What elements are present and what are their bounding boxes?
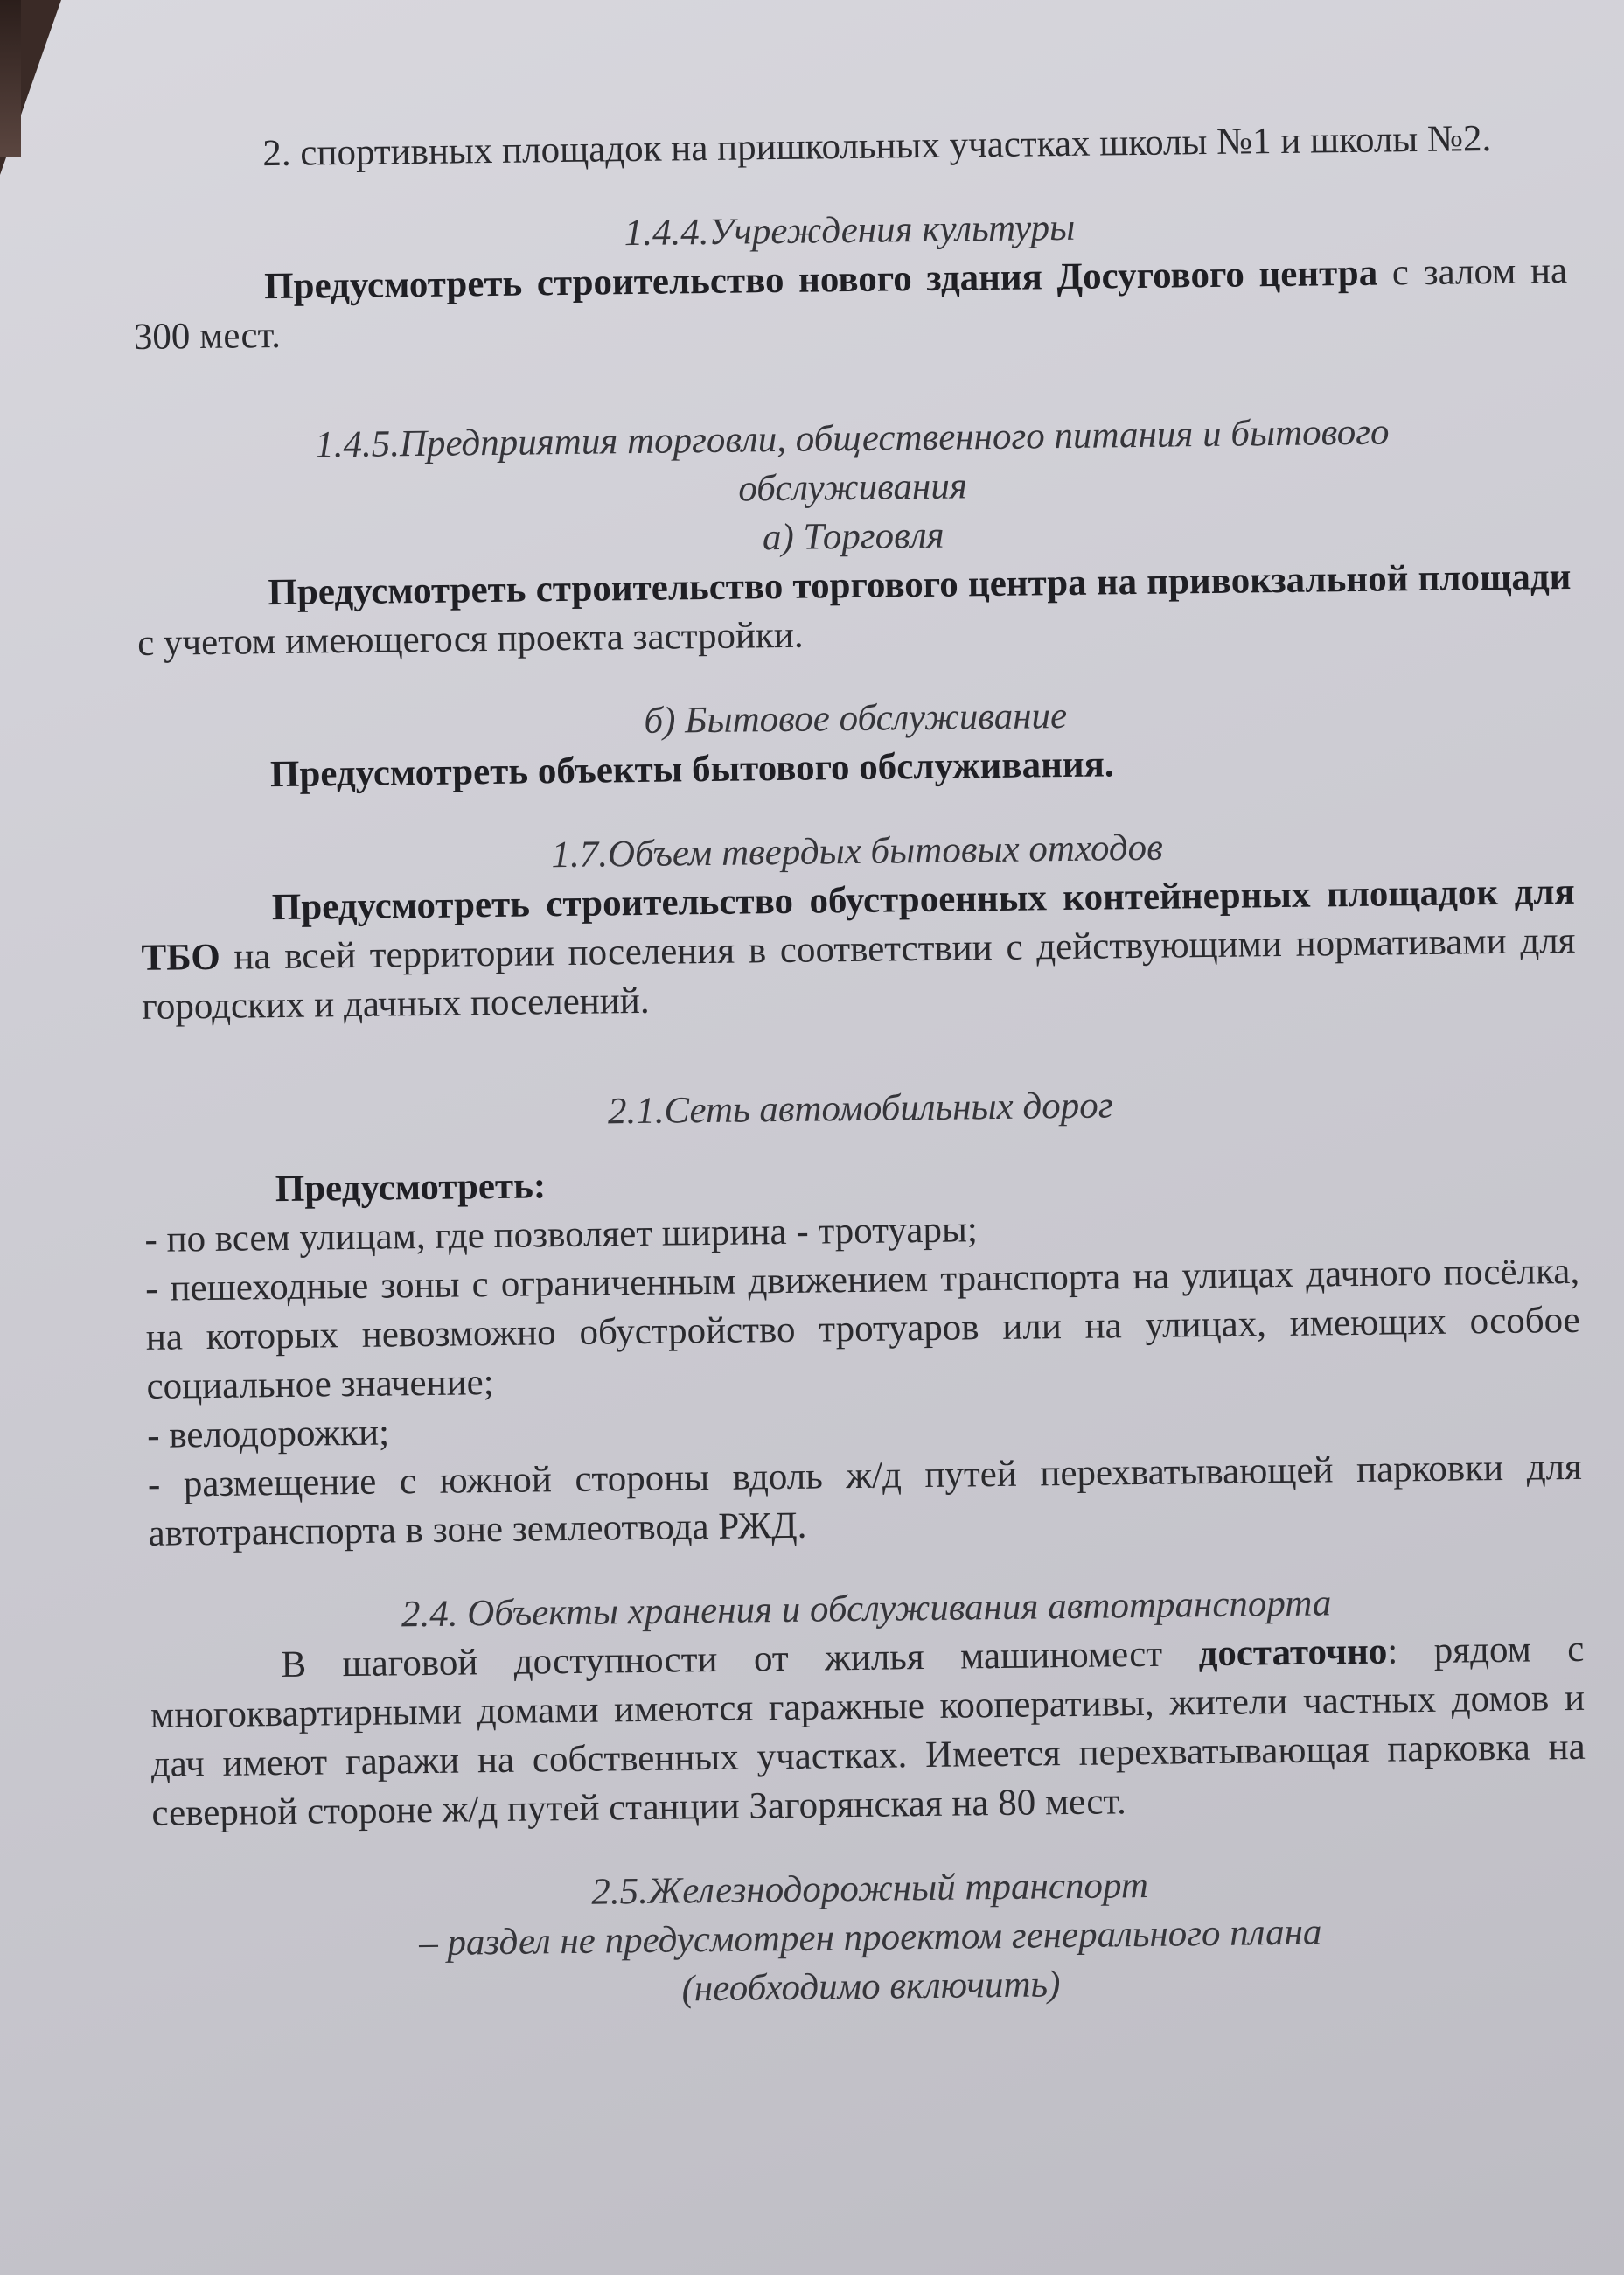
heading-roads: 2.1.Сеть автомобильных дорог [607,1085,1113,1133]
paragraph-shopping-center [136,553,1572,668]
list-item: - велодорожки; [146,1412,390,1456]
list-item: - по всем улицам, где позволяет ширина - тротуары; [144,1209,979,1260]
heading-railway: 2.5.Железнодорожный транспорт [591,1864,1149,1913]
paragraph-waste [141,868,1577,1032]
heading-services: б) Бытовое обслуживание [644,694,1068,742]
paragraph-leisure-center [133,247,1568,362]
text-waste-rest: на всей территории поселения в соответствии с действующими нормативами для городских и дачных поселений. [141,919,1576,1028]
list-item: - пешеходные зоны с ограниченным движением транспорта на улицах дачного посёлка, на которых невозможно обустройство тротуаров или на улицах, имеющих особое социальное значение; [144,1250,1581,1407]
heading-trade-line2: обслуживания [738,465,968,510]
list-item: - размещение с южной стороны вдоль ж/д путей перехватывающей парковки для автотранспорта в зоне землеотвода РЖД. [147,1446,1583,1554]
bold-roads-intro: Предусмотреть: [275,1165,547,1211]
heading-waste: 1.7.Объем твердых бытовых отходов [551,827,1164,876]
document-page [131,114,1588,2020]
text-parking-start: В шаговой доступности от жилья машиномест [281,1633,1199,1686]
bold-services: Предусмотреть объекты бытового обслуживания. [269,743,1114,796]
bold-shopping-center: Предусмотреть строительство торгового центра на привокзальной площади [268,555,1572,614]
text-parking-rest: : рядом с многоквартирными домами имеются гаражные кооперативы, жители частных домов и дач имеют гаражи на собственных участках. Имеется перехватывающая парковка на северной стороне ж/д путей станции Загорянская на 80 мест. [150,1628,1586,1834]
text-shopping-center-rest: с учетом имеющегося проекта застройки. [136,614,804,664]
heading-culture: 1.4.4.Учреждения культуры [624,206,1076,255]
heading-railway-note: – раздел не предусмотрен проектом генерального плана [418,1911,1322,1964]
background-edge [0,0,21,157]
paragraph-parking [150,1625,1586,1839]
bold-parking: достаточно [1198,1630,1388,1675]
text-leisure-center-rest: с залом на 300 мест. [133,249,1568,358]
heading-railway-include: (необходимо включить) [681,1964,1061,2010]
paragraph-sports-grounds: 2. спортивных площадок на пришкольных участках школы №1 и школы №2. [262,118,1492,175]
bold-leisure-center: Предусмотреть строительство нового здания Досугового центра [263,252,1378,308]
heading-parking: 2.4. Объекты хранения и обслуживания автотранспорта [401,1582,1332,1636]
bold-waste: Предусмотреть строительство обустроенных контейнерных площадок для ТБО [141,870,1576,979]
heading-trade-sub: а) Торговля [762,514,944,559]
heading-trade-line1: 1.4.5.Предприятия торговли, общественного питания и бытового [314,411,1390,466]
